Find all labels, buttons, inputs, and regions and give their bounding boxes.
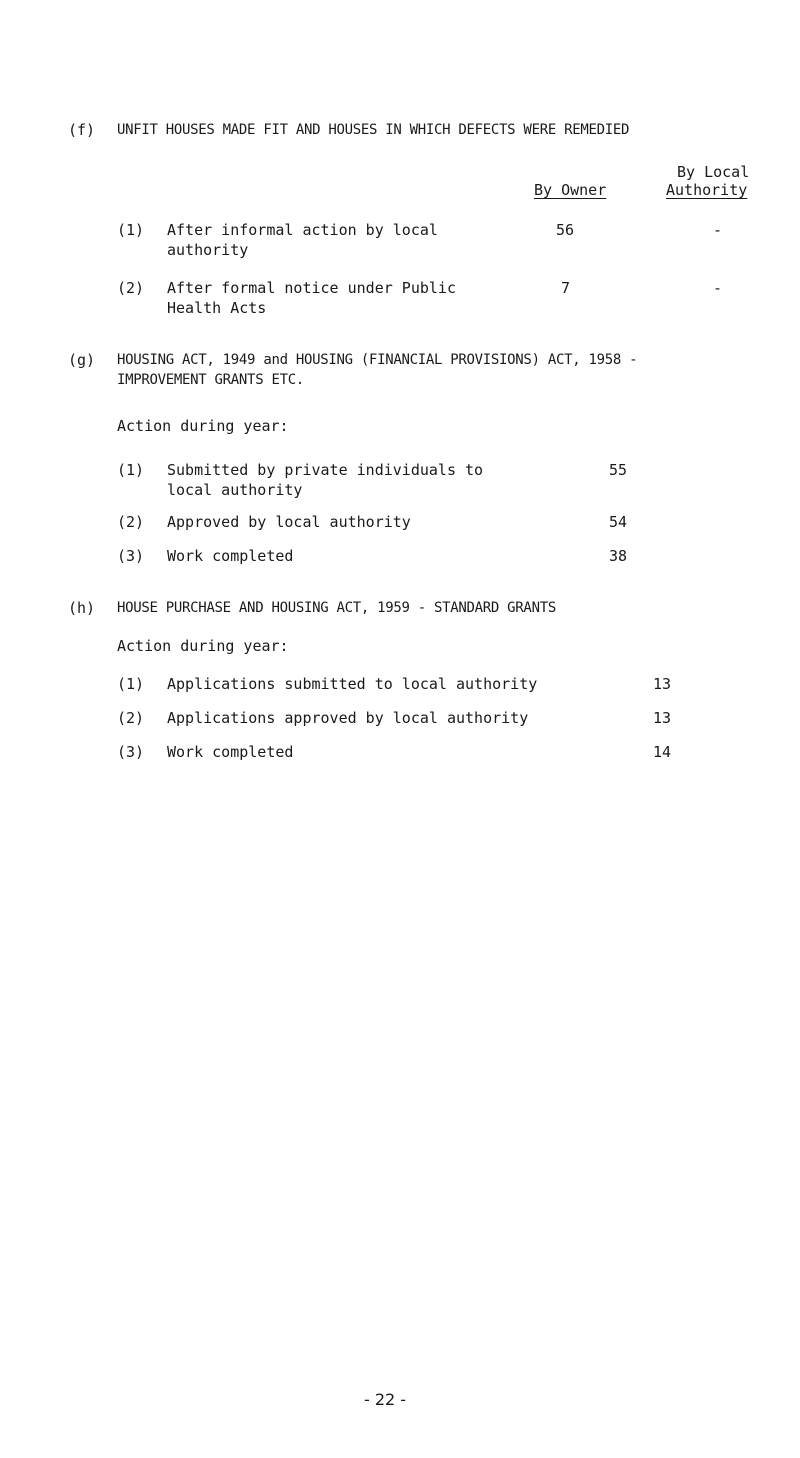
h-row1-num: (1) bbox=[117, 675, 145, 693]
g-row1-value: 55 bbox=[609, 461, 628, 479]
h-row3-num: (3) bbox=[117, 743, 145, 761]
h-row2-num: (2) bbox=[117, 709, 145, 727]
h-row3-value: 14 bbox=[653, 743, 672, 761]
g-row1-label-cont: local authority bbox=[167, 481, 303, 499]
section-g-title-line2: IMPROVEMENT GRANTS ETC. bbox=[117, 372, 304, 388]
f-row1-label-cont: authority bbox=[167, 241, 249, 259]
section-g-title-line1: HOUSING ACT, 1949 and HOUSING (FINANCIAL PROVISIONS) ACT, 1958 - bbox=[117, 352, 638, 368]
g-row1-label: Submitted by private individuals to bbox=[167, 461, 484, 479]
g-row2-label: Approved by local authority bbox=[167, 513, 411, 531]
section-h-subheading: Action during year: bbox=[117, 637, 289, 655]
f-row1-owner: 56 bbox=[556, 221, 575, 239]
g-row2-num: (2) bbox=[117, 513, 145, 531]
col-local-line1: By Local bbox=[677, 163, 750, 181]
f-row2-num: (2) bbox=[117, 279, 145, 297]
section-h-title: HOUSE PURCHASE AND HOUSING ACT, 1959 - STANDARD GRANTS bbox=[117, 600, 556, 616]
g-row1-num: (1) bbox=[117, 461, 145, 479]
f-row2-owner: 7 bbox=[561, 279, 571, 297]
page-number: - 22 - bbox=[364, 1390, 407, 1409]
section-f-title: UNFIT HOUSES MADE FIT AND HOUSES IN WHICH DEFECTS WERE REMEDIED bbox=[117, 122, 630, 138]
f-row1-local: - bbox=[713, 221, 723, 239]
col-local-line2: Authority bbox=[666, 181, 748, 199]
h-row2-label: Applications approved by local authority bbox=[167, 709, 529, 727]
section-f-letter: (f) bbox=[68, 121, 96, 139]
h-row1-value: 13 bbox=[653, 675, 672, 693]
f-row1-num: (1) bbox=[117, 221, 145, 239]
f-row2-label: After formal notice under Public bbox=[167, 279, 456, 297]
g-row2-value: 54 bbox=[609, 513, 628, 531]
g-row3-value: 38 bbox=[609, 547, 628, 565]
section-g-letter: (g) bbox=[68, 351, 96, 369]
col-owner-header: By Owner bbox=[534, 181, 607, 199]
h-row2-value: 13 bbox=[653, 709, 672, 727]
h-row3-label: Work completed bbox=[167, 743, 294, 761]
f-row1-label: After informal action by local bbox=[167, 221, 438, 239]
section-g-subheading: Action during year: bbox=[117, 417, 289, 435]
f-row2-label-cont: Health Acts bbox=[167, 299, 267, 317]
g-row3-num: (3) bbox=[117, 547, 145, 565]
h-row1-label: Applications submitted to local authority bbox=[167, 675, 538, 693]
section-h-letter: (h) bbox=[68, 599, 96, 617]
f-row2-local: - bbox=[713, 279, 723, 297]
g-row3-label: Work completed bbox=[167, 547, 294, 565]
